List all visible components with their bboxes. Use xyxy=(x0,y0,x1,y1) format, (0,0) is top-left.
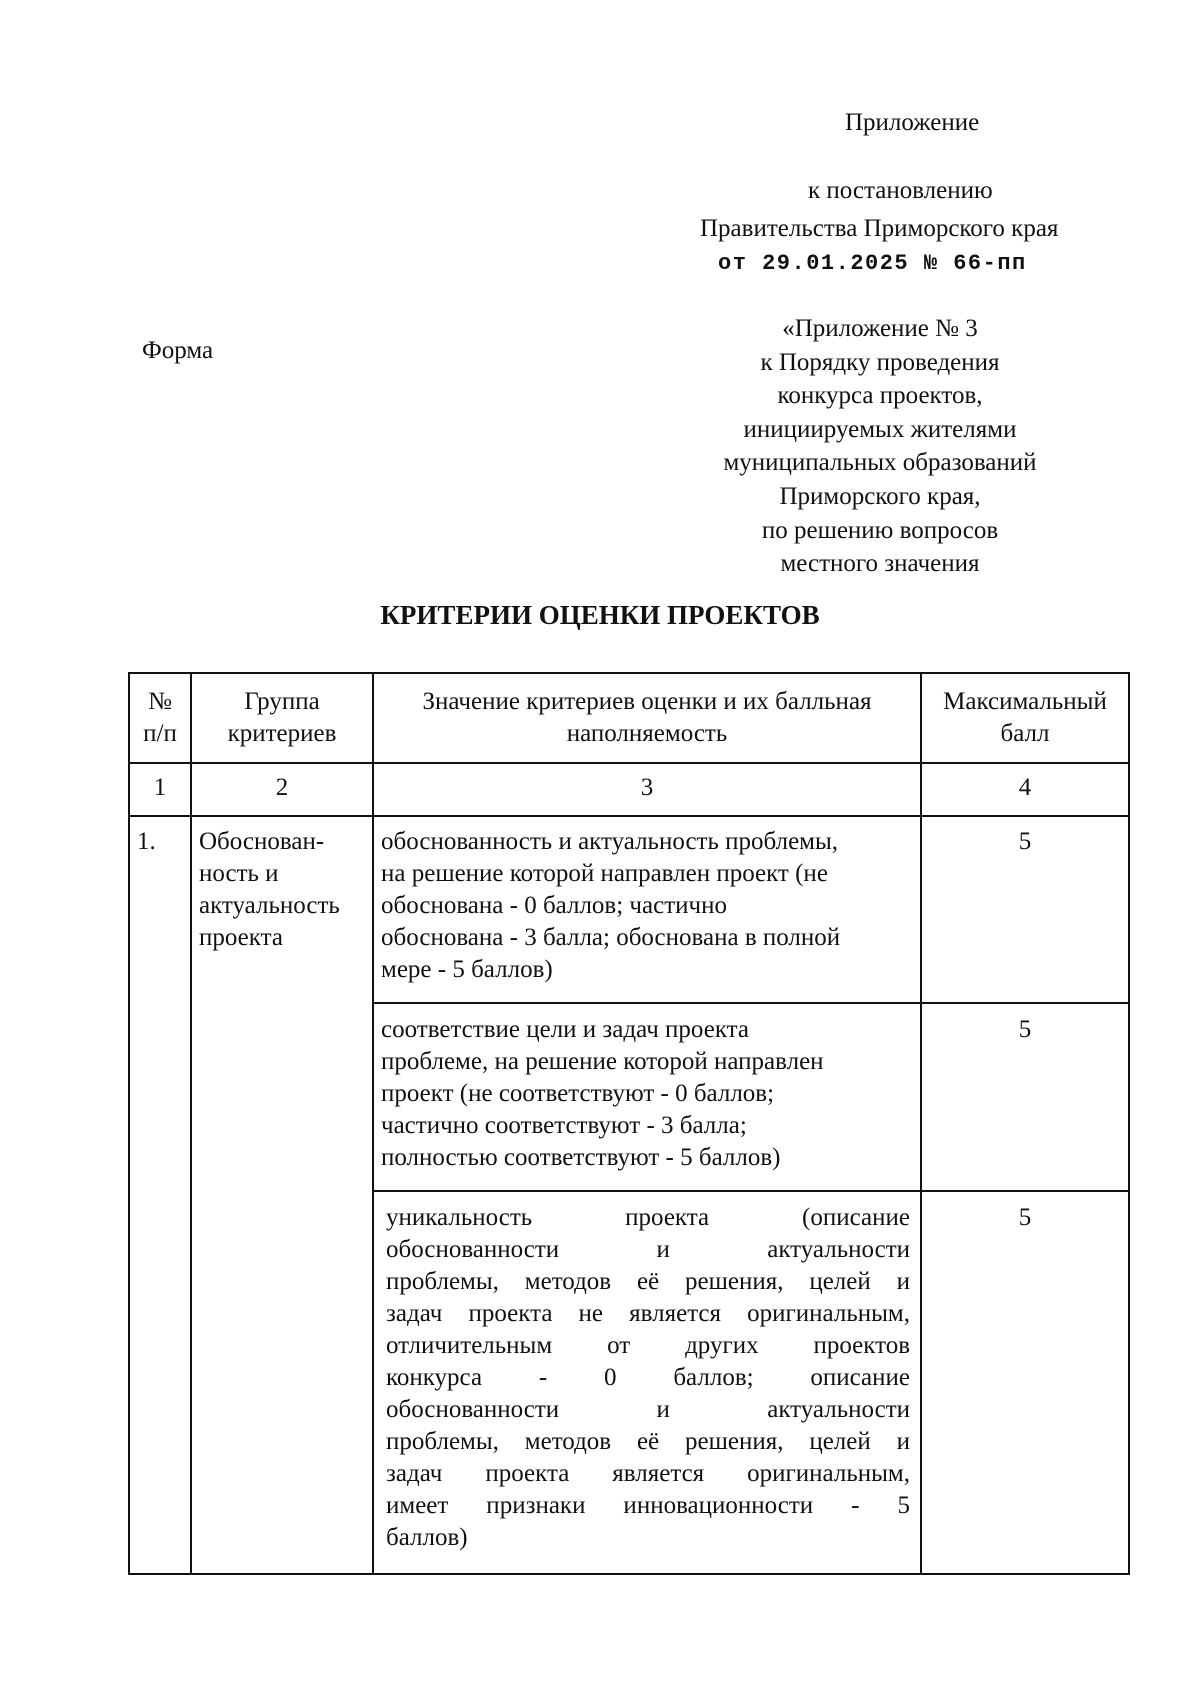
criteria-group xyxy=(199,826,340,954)
appendix3-block xyxy=(680,312,1080,581)
appendix-label: Приложение xyxy=(845,109,980,136)
header-max-line: балл xyxy=(1000,720,1050,747)
criterion-text xyxy=(381,1014,824,1174)
table-border xyxy=(128,672,130,1575)
table-border xyxy=(128,815,1130,817)
index-cell: 3 xyxy=(640,774,654,801)
header-value-line: Значение критериев оценки и их балльная xyxy=(422,688,872,715)
appendix3-line: Приморского края, xyxy=(779,482,981,510)
criterion-line: обоснованность и актуальность проблемы, xyxy=(381,828,839,855)
criterion-line: баллов) xyxy=(386,1524,468,1551)
criterion-line: обоснована - 3 балла; обоснована в полной xyxy=(381,924,841,951)
criterion-text xyxy=(381,826,840,986)
header-num xyxy=(130,686,190,750)
to-resolution-label: к постановлению xyxy=(808,177,993,204)
header-value-line: наполняемость xyxy=(566,720,728,747)
table-border xyxy=(190,672,192,1575)
index-cell: 4 xyxy=(1018,774,1032,801)
appendix3-line: местного значения xyxy=(780,550,980,578)
criteria-group-line: ность и xyxy=(199,860,279,887)
index-cell: 1 xyxy=(153,774,167,801)
table-border xyxy=(128,762,1130,764)
criterion-line: частично соответствуют - 3 балла; xyxy=(381,1112,747,1139)
criterion-max-score: 5 xyxy=(1018,828,1032,855)
header-value xyxy=(374,686,920,750)
header-num-line: № xyxy=(148,688,172,715)
header-group xyxy=(192,686,372,750)
criterion-line: мере - 5 баллов) xyxy=(381,956,553,983)
table-border xyxy=(1128,672,1130,1575)
criterion-line: проект (не соответствуют - 0 баллов; xyxy=(381,1080,775,1107)
criterion-line: на решение которой направлен проект (не xyxy=(381,860,828,887)
criterion-line: соответствие цели и задач проекта xyxy=(381,1016,749,1043)
criterion-max-score: 5 xyxy=(1018,1204,1032,1231)
document-title: КРИТЕРИИ ОЦЕНКИ ПРОЕКТОВ xyxy=(380,600,820,630)
criterion-line: задач проекта не является оригинальным, xyxy=(386,1300,910,1327)
criterion-line: имеет признаки инновационности - 5 xyxy=(386,1492,910,1519)
criterion-line: полностью соответствуют - 5 баллов) xyxy=(381,1144,781,1171)
table-border xyxy=(372,1190,1130,1192)
criterion-line: конкурса - 0 баллов; описание xyxy=(386,1364,910,1391)
criterion-line: обоснована - 0 баллов; частично xyxy=(381,892,727,919)
appendix3-line: инициируемых жителями xyxy=(743,415,1017,443)
table-border xyxy=(128,672,1130,674)
header-max xyxy=(922,686,1128,750)
government-label: Правительства Приморского края xyxy=(700,215,1059,242)
header-num-line: п/п xyxy=(143,720,177,747)
header-group-line: Группа xyxy=(244,688,320,715)
criterion-line: уникальность проекта (описание xyxy=(386,1204,910,1231)
appendix3-line: муниципальных образований xyxy=(723,449,1037,477)
criterion-line: обоснованности и актуальности xyxy=(386,1236,910,1263)
criteria-group-line: проекта xyxy=(199,924,283,951)
criterion-line: обоснованности и актуальности xyxy=(386,1396,910,1423)
criteria-group-line: Обоснован- xyxy=(199,828,325,855)
table-border xyxy=(920,672,922,1575)
row-number: 1. xyxy=(137,828,156,855)
form-label: Форма xyxy=(142,337,214,364)
resolution-date-number: от 29.01.2025 № 66-пп xyxy=(718,251,1027,276)
appendix3-line: «Приложение № 3 xyxy=(782,315,978,342)
appendix3-line: по решению вопросов xyxy=(761,516,999,544)
criterion-line: отличительным от других проектов xyxy=(386,1332,910,1359)
criterion-line: проблеме, на решение которой направлен xyxy=(381,1048,824,1075)
header-max-line: Максимальный xyxy=(943,688,1107,715)
appendix3-line: к Порядку проведения xyxy=(760,348,1000,376)
criterion-line: проблемы, методов её решения, целей и xyxy=(386,1268,910,1295)
criterion-line: задач проекта является оригинальным, xyxy=(386,1460,910,1487)
criteria-group-line: актуальность xyxy=(199,892,340,919)
criterion-line: проблемы, методов её решения, целей и xyxy=(386,1428,910,1455)
table-border xyxy=(128,1573,1130,1575)
table-border xyxy=(372,672,374,1575)
header-group-line: критериев xyxy=(227,720,337,747)
table-border xyxy=(372,1002,1130,1004)
appendix3-line: конкурса проектов, xyxy=(777,382,983,410)
criterion-text xyxy=(386,1202,910,1554)
index-cell: 2 xyxy=(275,774,289,801)
criterion-max-score: 5 xyxy=(1018,1016,1032,1043)
